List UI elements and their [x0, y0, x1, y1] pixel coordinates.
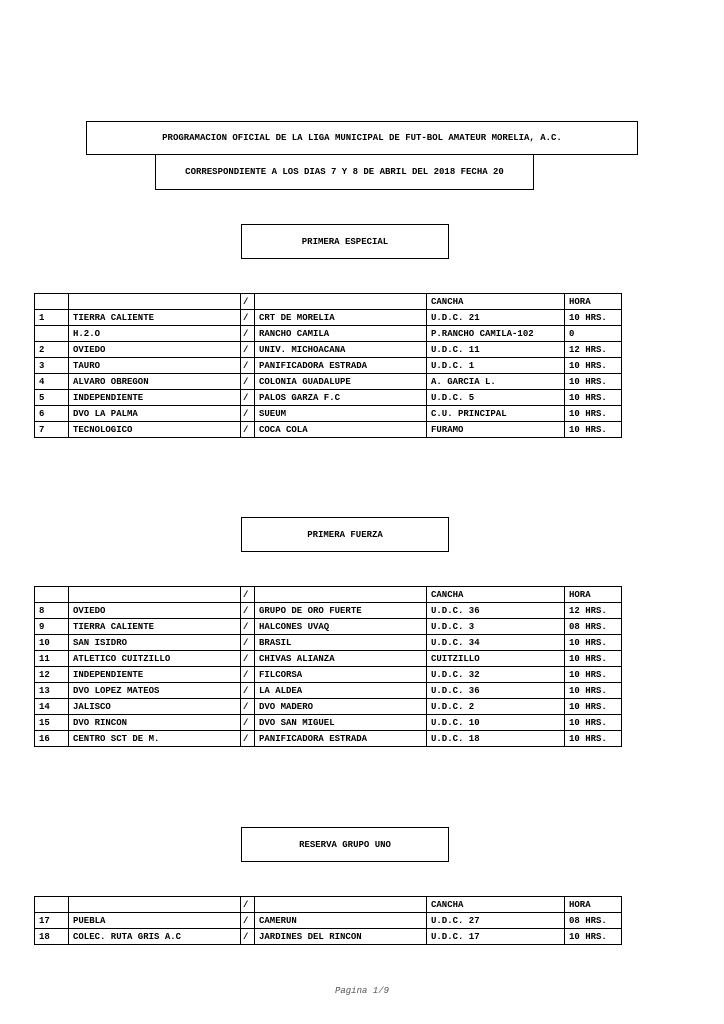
home-team: ALVARO OBREGON — [69, 374, 241, 390]
match-number: 13 — [35, 683, 69, 699]
away-team: CAMERUN — [255, 913, 427, 929]
table-row — [35, 326, 622, 342]
table-row — [35, 342, 622, 358]
versus-separator: / — [241, 715, 255, 731]
versus-separator: / — [241, 667, 255, 683]
section-title: RESERVA GRUPO UNO — [299, 839, 391, 850]
versus-separator: / — [241, 635, 255, 651]
match-number: 16 — [35, 731, 69, 747]
venue: U.D.C. 21 — [427, 310, 565, 326]
versus-separator: / — [241, 913, 255, 929]
match-time: 10 HRS. — [565, 374, 622, 390]
table-row — [35, 651, 622, 667]
match-number: 9 — [35, 619, 69, 635]
match-number: 5 — [35, 390, 69, 406]
match-time: 12 HRS. — [565, 342, 622, 358]
match-number: 8 — [35, 603, 69, 619]
table-row — [35, 374, 622, 390]
schedule-table — [34, 586, 622, 747]
venue: U.D.C. 1 — [427, 358, 565, 374]
column-header — [69, 897, 241, 913]
match-time: 10 HRS. — [565, 310, 622, 326]
venue: U.D.C. 36 — [427, 683, 565, 699]
table-row — [35, 929, 622, 945]
away-team: CHIVAS ALIANZA — [255, 651, 427, 667]
schedule-table — [34, 896, 622, 945]
column-header — [255, 294, 427, 310]
match-time: 10 HRS. — [565, 406, 622, 422]
section-title: PRIMERA ESPECIAL — [301, 236, 389, 247]
match-number: 15 — [35, 715, 69, 731]
match-number: 1 — [35, 310, 69, 326]
match-number: 4 — [35, 374, 69, 390]
match-time: 10 HRS. — [565, 683, 622, 699]
table-row — [35, 699, 622, 715]
column-header — [255, 897, 427, 913]
section-title: PRIMERA FUERZA — [307, 529, 383, 540]
home-team: TIERRA CALIENTE — [69, 310, 241, 326]
match-time: 08 HRS. — [565, 619, 622, 635]
column-header: / — [241, 294, 255, 310]
home-team: DVO LOPEZ MATEOS — [69, 683, 241, 699]
column-header: / — [241, 587, 255, 603]
versus-separator: / — [241, 390, 255, 406]
venue: U.D.C. 18 — [427, 731, 565, 747]
venue: U.D.C. 17 — [427, 929, 565, 945]
column-header: CANCHA — [427, 897, 565, 913]
document-subtitle: CORRESPONDIENTE A LOS DIAS 7 Y 8 DE ABRIL DEL 2018 FECHA 20 — [185, 167, 504, 177]
versus-separator: / — [241, 406, 255, 422]
match-time: 10 HRS. — [565, 667, 622, 683]
match-number: 18 — [35, 929, 69, 945]
venue: C.U. PRINCIPAL — [427, 406, 565, 422]
section-title-box — [241, 827, 449, 862]
home-team: TECNOLOGICO — [69, 422, 241, 438]
table-row — [35, 683, 622, 699]
venue: U.D.C. 36 — [427, 603, 565, 619]
versus-separator: / — [241, 683, 255, 699]
versus-separator: / — [241, 651, 255, 667]
match-time: 12 HRS. — [565, 603, 622, 619]
away-team: JARDINES DEL RINCON — [255, 929, 427, 945]
venue: A. GARCIA L. — [427, 374, 565, 390]
match-number: 11 — [35, 651, 69, 667]
table-row — [35, 715, 622, 731]
page-number: Pagina 1/9 — [334, 986, 389, 996]
match-number: 14 — [35, 699, 69, 715]
match-time: 10 HRS. — [565, 651, 622, 667]
versus-separator: / — [241, 358, 255, 374]
home-team: OVIEDO — [69, 603, 241, 619]
versus-separator: / — [241, 619, 255, 635]
table-row — [35, 667, 622, 683]
match-time: 10 HRS. — [565, 699, 622, 715]
table-row — [35, 603, 622, 619]
match-time: 10 HRS. — [565, 635, 622, 651]
venue: U.D.C. 10 — [427, 715, 565, 731]
home-team: TIERRA CALIENTE — [69, 619, 241, 635]
away-team: PANIFICADORA ESTRADA — [255, 358, 427, 374]
home-team: PUEBLA — [69, 913, 241, 929]
home-team: CENTRO SCT DE M. — [69, 731, 241, 747]
venue: U.D.C. 2 — [427, 699, 565, 715]
table-row — [35, 619, 622, 635]
home-team: DVO RINCON — [69, 715, 241, 731]
table-row — [35, 422, 622, 438]
away-team: HALCONES UVAQ — [255, 619, 427, 635]
away-team: BRASIL — [255, 635, 427, 651]
column-header: CANCHA — [427, 294, 565, 310]
away-team: DVO SAN MIGUEL — [255, 715, 427, 731]
match-number: 17 — [35, 913, 69, 929]
away-team: COLONIA GUADALUPE — [255, 374, 427, 390]
away-team: GRUPO DE ORO FUERTE — [255, 603, 427, 619]
versus-separator: / — [241, 603, 255, 619]
column-header — [69, 587, 241, 603]
table-row — [35, 635, 622, 651]
venue: U.D.C. 32 — [427, 667, 565, 683]
column-header — [69, 294, 241, 310]
match-number: 7 — [35, 422, 69, 438]
away-team: SUEUM — [255, 406, 427, 422]
column-header: / — [241, 897, 255, 913]
home-team: OVIEDO — [69, 342, 241, 358]
column-header — [35, 294, 69, 310]
away-team: RANCHO CAMILA — [255, 326, 427, 342]
table-header-row — [35, 897, 622, 913]
venue: U.D.C. 3 — [427, 619, 565, 635]
versus-separator: / — [241, 422, 255, 438]
table-header-row — [35, 587, 622, 603]
versus-separator: / — [241, 326, 255, 342]
column-header: HORA — [565, 587, 622, 603]
home-team: TAURO — [69, 358, 241, 374]
table-row — [35, 358, 622, 374]
section-title-box — [241, 517, 449, 552]
versus-separator: / — [241, 699, 255, 715]
away-team: COCA COLA — [255, 422, 427, 438]
away-team: LA ALDEA — [255, 683, 427, 699]
home-team: INDEPENDIENTE — [69, 390, 241, 406]
home-team: ATLETICO CUITZILLO — [69, 651, 241, 667]
column-header: HORA — [565, 294, 622, 310]
table-row — [35, 731, 622, 747]
venue: CUITZILLO — [427, 651, 565, 667]
match-time: 08 HRS. — [565, 913, 622, 929]
away-team: CRT DE MORELIA — [255, 310, 427, 326]
match-time: 10 HRS. — [565, 929, 622, 945]
venue: U.D.C. 27 — [427, 913, 565, 929]
versus-separator: / — [241, 342, 255, 358]
match-number: 3 — [35, 358, 69, 374]
table-row — [35, 310, 622, 326]
match-time: 10 HRS. — [565, 715, 622, 731]
versus-separator: / — [241, 731, 255, 747]
venue: FURAMO — [427, 422, 565, 438]
document-title: PROGRAMACION OFICIAL DE LA LIGA MUNICIPAL DE FUT-BOL AMATEUR MORELIA, A.C. — [162, 133, 562, 143]
schedule-table — [34, 293, 622, 438]
match-number — [35, 326, 69, 342]
document-subtitle-box — [155, 155, 534, 190]
match-time: 10 HRS. — [565, 422, 622, 438]
table-header-row — [35, 294, 622, 310]
venue: U.D.C. 5 — [427, 390, 565, 406]
home-team: SAN ISIDRO — [69, 635, 241, 651]
match-number: 6 — [35, 406, 69, 422]
column-header — [255, 587, 427, 603]
home-team: JALISCO — [69, 699, 241, 715]
versus-separator: / — [241, 374, 255, 390]
match-time: 0 — [565, 326, 622, 342]
away-team: FILCORSA — [255, 667, 427, 683]
away-team: PANIFICADORA ESTRADA — [255, 731, 427, 747]
match-number: 12 — [35, 667, 69, 683]
table-row — [35, 390, 622, 406]
venue: P.RANCHO CAMILA-102 — [427, 326, 565, 342]
table-row — [35, 913, 622, 929]
away-team: PALOS GARZA F.C — [255, 390, 427, 406]
document-title-box — [86, 121, 638, 155]
venue: U.D.C. 34 — [427, 635, 565, 651]
match-number: 2 — [35, 342, 69, 358]
match-time: 10 HRS. — [565, 358, 622, 374]
match-number: 10 — [35, 635, 69, 651]
home-team: COLEC. RUTA GRIS A.C — [69, 929, 241, 945]
venue: U.D.C. 11 — [427, 342, 565, 358]
match-time: 10 HRS. — [565, 731, 622, 747]
versus-separator: / — [241, 929, 255, 945]
versus-separator: / — [241, 310, 255, 326]
section-title-box — [241, 224, 449, 259]
column-header — [35, 897, 69, 913]
home-team: DVO LA PALMA — [69, 406, 241, 422]
match-time: 10 HRS. — [565, 390, 622, 406]
home-team: H.2.O — [69, 326, 241, 342]
column-header — [35, 587, 69, 603]
table-row — [35, 406, 622, 422]
column-header: HORA — [565, 897, 622, 913]
home-team: INDEPENDIENTE — [69, 667, 241, 683]
column-header: CANCHA — [427, 587, 565, 603]
away-team: DVO MADERO — [255, 699, 427, 715]
away-team: UNIV. MICHOACANA — [255, 342, 427, 358]
